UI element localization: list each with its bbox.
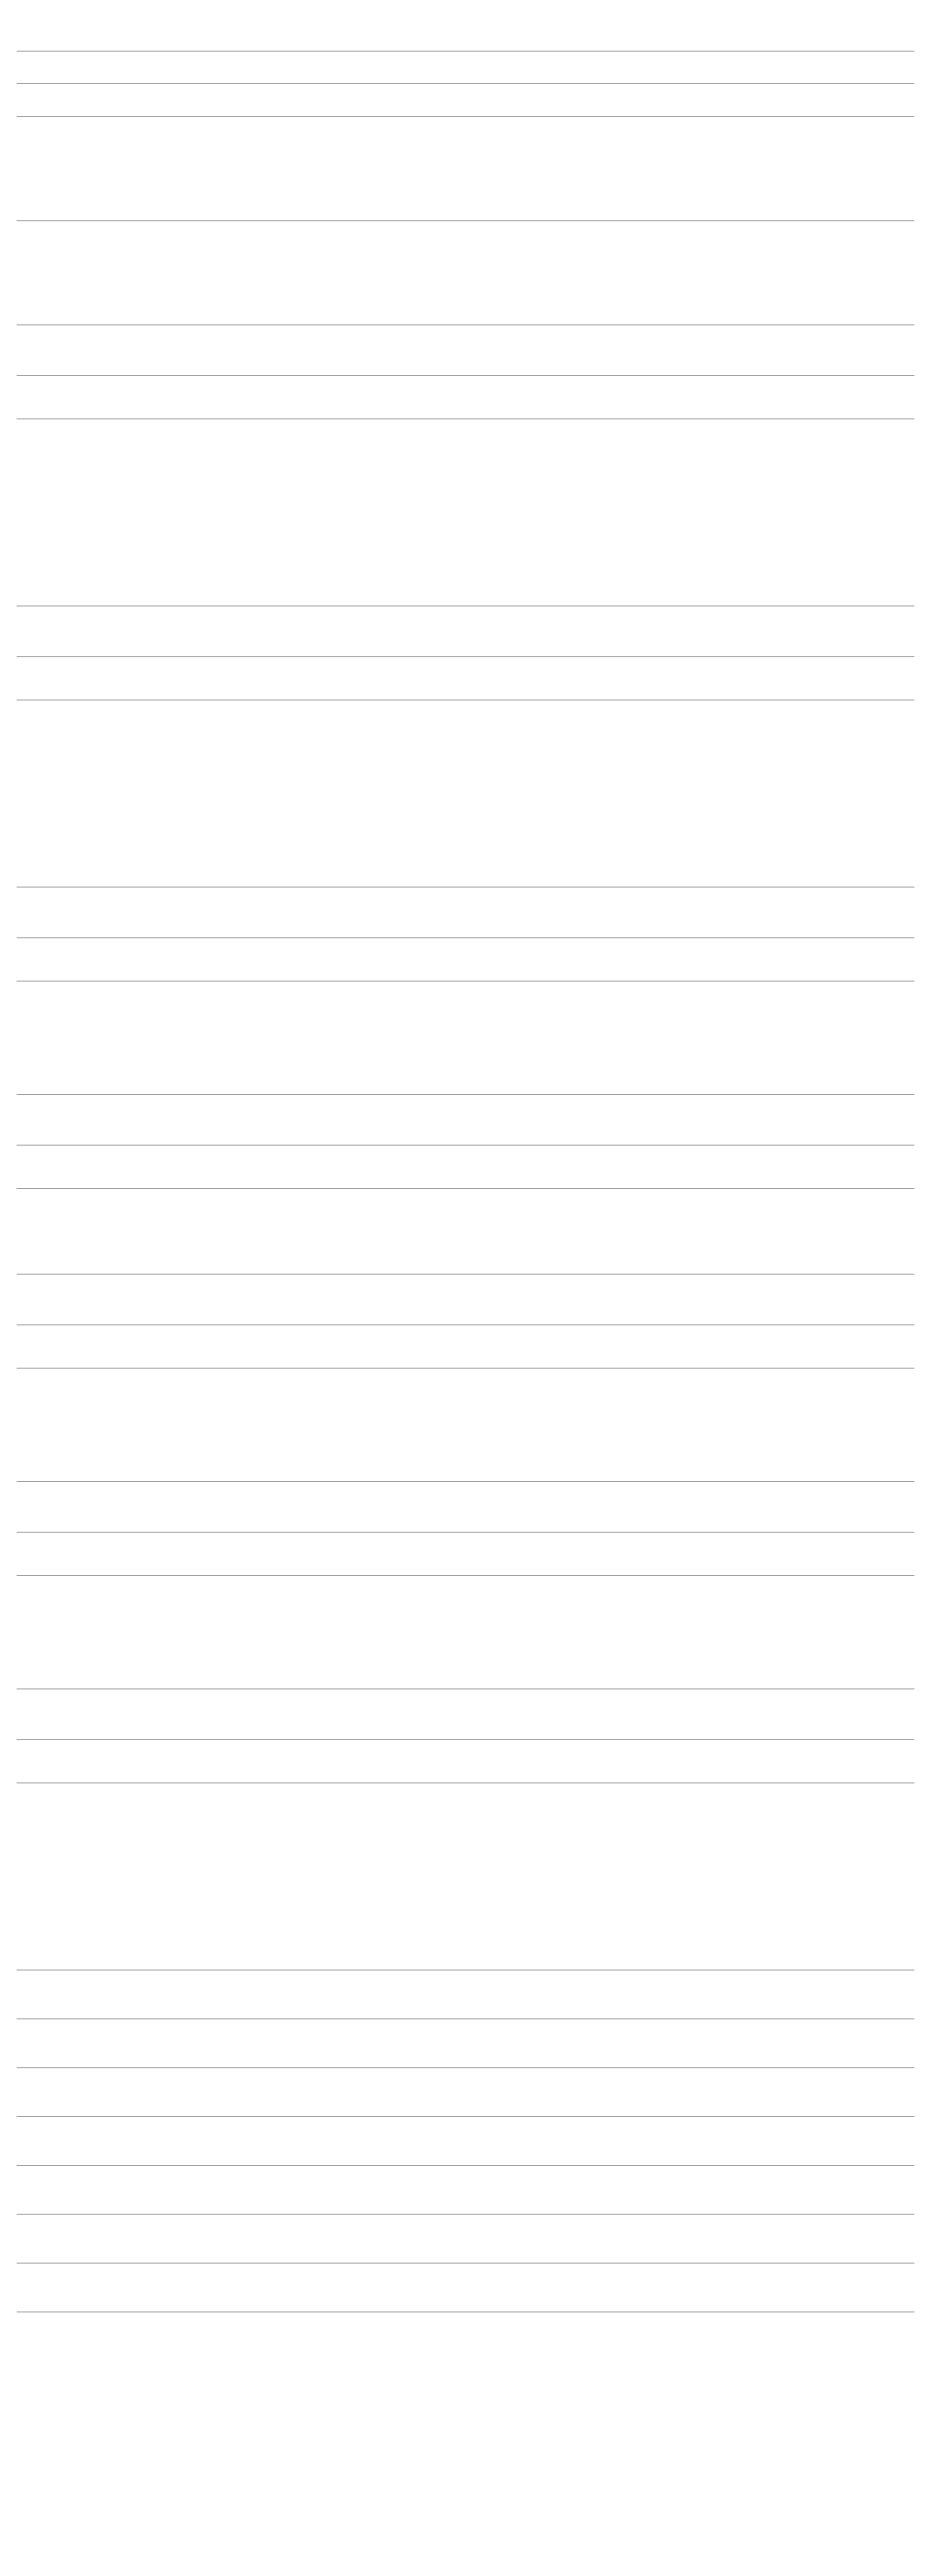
- auction-conditions: [17, 2323, 914, 2554]
- divider: [17, 1575, 914, 1576]
- section-answer-label: [17, 663, 914, 694]
- divider: [17, 1368, 914, 1369]
- divider: [17, 324, 914, 325]
- divider: [17, 2018, 914, 2019]
- section-answer: [17, 987, 914, 1076]
- section-2: [17, 618, 914, 868]
- section-answer: [17, 1582, 914, 1670]
- divider: [17, 418, 914, 419]
- divider: [17, 981, 914, 982]
- intro-paragraph: [17, 128, 914, 209]
- section-6: [17, 1493, 914, 1670]
- section-answer-label: [17, 944, 914, 975]
- section-question: [17, 899, 914, 932]
- auction-place-line: [17, 2226, 914, 2252]
- divider: [17, 2165, 914, 2166]
- divider: [17, 1782, 914, 1783]
- header-row-1: [17, 22, 914, 30]
- divider: [17, 220, 914, 221]
- section-answer: [17, 425, 914, 587]
- divider: [17, 887, 914, 888]
- section-4: [17, 1106, 914, 1255]
- divider: [17, 1739, 914, 1740]
- section-7: [17, 1700, 914, 1951]
- section-question: [17, 1286, 914, 1319]
- divider: [17, 1274, 914, 1275]
- divider: [17, 1532, 914, 1533]
- divider: [17, 2116, 914, 2117]
- divider: [17, 375, 914, 376]
- divider: [17, 937, 914, 938]
- section-3: [17, 899, 914, 1076]
- section-answer-label: [17, 1538, 914, 1570]
- section-answer: [17, 706, 914, 868]
- section-question: [17, 618, 914, 651]
- divider: [17, 2263, 914, 2264]
- divider: [17, 1094, 914, 1095]
- section-5: [17, 1286, 914, 1463]
- section-answer: [17, 1789, 914, 1951]
- divider: [17, 83, 914, 84]
- section-answer: [17, 1194, 914, 1255]
- divider: [17, 1188, 914, 1189]
- address-paragraph: [17, 232, 914, 313]
- description-heading: [17, 2030, 914, 2056]
- auction-start-line: [17, 2177, 914, 2203]
- conditions-heading: [17, 2275, 914, 2300]
- section-answer-label: [17, 382, 914, 413]
- divider: [17, 2311, 914, 2312]
- divider: [17, 1145, 914, 1146]
- header-row-2: [17, 30, 914, 39]
- items-note: [17, 2079, 914, 2105]
- subject-line: [17, 63, 914, 73]
- buyers-note: [17, 1982, 914, 2007]
- divider: [17, 51, 914, 52]
- section-answer-label: [17, 1331, 914, 1362]
- ad-text-line: [17, 95, 914, 105]
- time-place-heading: [17, 2128, 914, 2154]
- section-answer-label: [17, 1151, 914, 1182]
- divider: [17, 2214, 914, 2215]
- section-question: [17, 1106, 914, 1139]
- section-answer-label: [17, 1746, 914, 1777]
- section-question: [17, 1700, 914, 1734]
- section-question: [17, 1493, 914, 1526]
- section-answer: [17, 1374, 914, 1463]
- divider: [17, 116, 914, 117]
- divider: [17, 2067, 914, 2068]
- divider: [17, 1481, 914, 1482]
- divider: [17, 1688, 914, 1689]
- section-question: [17, 336, 914, 370]
- divider: [17, 656, 914, 657]
- section-1: [17, 336, 914, 587]
- divider: [17, 1324, 914, 1325]
